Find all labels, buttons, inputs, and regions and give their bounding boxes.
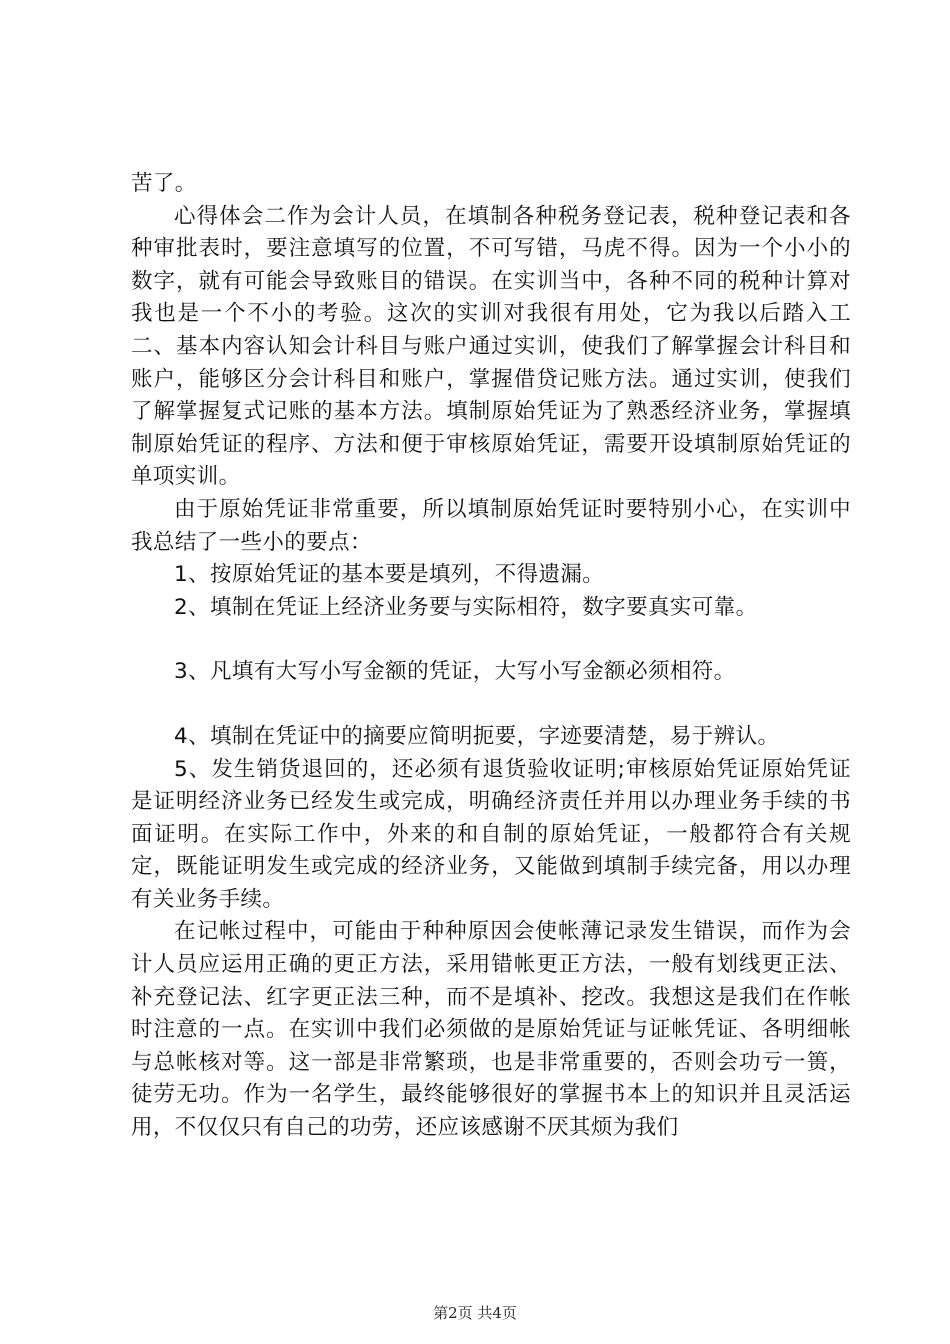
list-item-5: 5、发生销货退回的，还必须有退货验收证明;审核原始凭证原始凭证是证明经济业务已经发生或完成，明确经济责任并用以办理业务手续的书面证明。在实际工作中，外来的和自制的原始凭证，一般都符合有关规定，既能证明发生或完成的经济业务，又能做到填制手续完备，用以办理有关业务手续。: [131, 756, 851, 912]
paragraph-key-points-intro: 由于原始凭证非常重要，所以填制原始凭证时要特别小心，在实训中我总结了一些小的要点：: [131, 496, 851, 555]
paragraph-continuation: 苦了。: [131, 171, 197, 196]
blank-line: [131, 624, 851, 656]
list-item-3: 3、凡填有大写小写金额的凭证，大写小写金额必须相符。: [174, 659, 736, 685]
list-item-2: 2、填制在凭证上经济业务要与实际相符，数字要真实可靠。: [174, 594, 758, 620]
blank-line: [131, 689, 851, 721]
body-text: [131, 168, 851, 1145]
list-item-1: 1、按原始凭证的基本要是填列，不得遗漏。: [174, 562, 605, 588]
page-number: 第2页 共4页: [433, 1304, 517, 1322]
paragraph-experience: 心得体会二作为会计人员，在填制各种税务登记表，税种登记表和各种审批表时，要注意填写的位置，不可写错，马虎不得。因为一个小小的数字，就有可能会导致账目的错误。在实训当中，各种不同的税种计算对我也是一个不小的考验。这次的实训对我很有用处，它为我以后踏入工二、基本内容认知会计科目与账户通过实训，使我们了解掌握会计科目和账户，能够区分会计科目和账户，掌握借贷记账方法。通过实训，使我们了解掌握复式记账的基本方法。填制原始凭证为了熟悉经济业务，掌握填制原始凭证的程序、方法和便于审核原始凭证，需要开设填制原始凭证的单项实训。: [131, 203, 851, 490]
list-item-4: 4、填制在凭证中的摘要应简明扼要，字迹要清楚，易于辨认。: [174, 723, 780, 749]
paragraph-error-correction: 在记帐过程中，可能由于种种原因会使帐薄记录发生错误，而作为会计人员应运用正确的更正方法，采用错帐更正方法，一般有划线更正法、补充登记法、红字更正法三种，而不是填补、挖改。我想这是我们在作帐时注意的一点。在实训中我们必须做的是原始凭证与证帐凭证、各明细帐与总帐核对等。这一部是非常繁琐，也是非常重要的，否则会功亏一篑，徒劳无功。作为一名学生，最终能够很好的掌握书本上的知识并且灵活运用，不仅仅只有自己的功劳，还应该感谢不厌其烦为我们: [131, 919, 851, 1141]
